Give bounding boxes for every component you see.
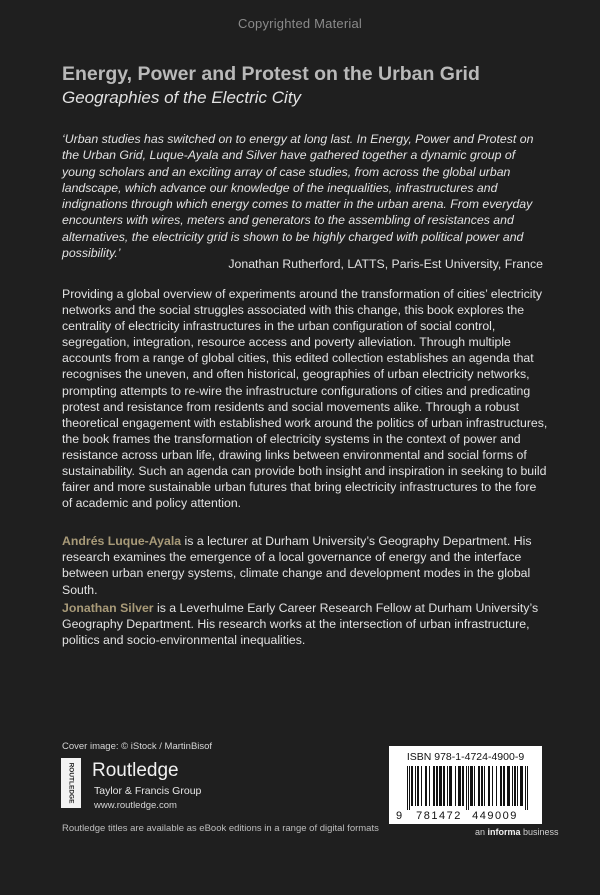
isbn-barcode — [389, 746, 542, 824]
endorsement-quote — [62, 131, 548, 261]
book-subtitle: Geographies of the Electric City — [62, 88, 302, 107]
author-bio-text: is a Leverhulme Early Career Research Fellow at Durham University’s Geography Department. His research works at the intersection of urban infrastructure, politics and socio-environmental inequalities. — [62, 601, 539, 648]
publisher-url[interactable]: www.routledge.com — [94, 800, 177, 811]
barcode-bar — [514, 766, 516, 806]
barcode-bar — [443, 766, 445, 806]
barcode-bar — [449, 766, 452, 806]
quote-text-part1: ‘Urban studies has switched on to energy at long last. In Energy, Power and Protest on the Urban Grid, — [62, 132, 534, 163]
barcode-bar — [496, 766, 497, 806]
copyright-watermark: Copyrighted Material — [238, 16, 362, 31]
barcode-bar — [470, 766, 473, 806]
barcode-digit: 449009 — [472, 810, 518, 822]
barcode-bar — [517, 766, 518, 806]
barcode-bar — [468, 766, 469, 810]
book-description: Providing a global overview of experiments around the transformation of cities’ electricity networks and the social struggles associated with this change, this book explores the centrality of electricity infrastructures in the urban configuration of social control, segregation, integration, resource access and poverty alleviation. Through multiple accounts from a range of global cities, this edited collection establishes an agenda that recognises the uneven, and often historical, geographies of urban electricity networks, prompting attempts to re-wire the infrastructure configurations of cities and predicating protest and resistance from residents and social movements alike. Through a robust theoretical engagement with established work around the politics of urban infrastructures, the book frames the transformation of electricity systems in the context of power and resistance across urban life, drawing links between environmental and social forms of sustainability. Such an agenda can provide both insight and inspiration in seeking to build fairer and more sustainable urban futures that bring electricity infrastructures to the fore of academic and policy attention. — [62, 287, 548, 511]
barcode-bar — [525, 766, 526, 810]
barcode-bar — [429, 766, 430, 806]
barcode-bar — [484, 766, 485, 806]
barcode-bar — [411, 766, 413, 806]
barcode-bar — [439, 766, 442, 806]
barcode-bar — [425, 766, 427, 806]
barcode-bar — [455, 766, 456, 806]
svg-text:ROUTLEDGE: ROUTLEDGE — [67, 762, 75, 804]
barcode-bar — [492, 766, 493, 806]
publisher-name: Routledge — [92, 760, 179, 781]
barcode-bar — [407, 766, 408, 810]
barcode-bar — [527, 766, 528, 810]
barcode-icon — [389, 746, 542, 824]
ebook-note: Routledge titles are available as eBook editions in a range of digital formats — [62, 823, 379, 834]
barcode-bar — [466, 766, 467, 810]
publisher-group: Taylor & Francis Group — [94, 785, 202, 797]
barcode-bar — [409, 766, 410, 810]
author-name: Jonathan Silver — [62, 601, 154, 615]
barcode-bar — [415, 766, 416, 806]
barcode-bar — [488, 766, 490, 806]
informa-brand: informa — [487, 827, 521, 837]
barcode-bar — [436, 766, 438, 806]
barcode-digit: 781472 — [416, 810, 462, 822]
barcode-bar — [481, 766, 483, 806]
barcode-bar — [503, 766, 505, 806]
routledge-logo-icon — [61, 758, 81, 808]
isbn-number: ISBN 978-1-4724-4900-9 — [406, 751, 525, 763]
barcode-bar — [462, 766, 464, 806]
informa-business-tag — [475, 827, 559, 837]
author-name: Andrés Luque-Ayala — [62, 534, 182, 548]
barcode-bar — [507, 766, 510, 806]
quote-text-part2: Luque-Ayala and Silver have gathered together a dynamic group of young scholars and an exciting array of case studies, from across the global urban landscape, which advance our knowledge of the inequalities, infrastructures and indignations through which energy comes to matter in the urban arena. From everyday encounters with wires, meters and generators to the assembling of resistances and alternatives, the electricity grid is shown to be highly charged with political power and possibility.’ — [62, 148, 533, 261]
barcode-bar — [478, 766, 480, 806]
barcode-bar — [458, 766, 461, 806]
barcode-bar — [433, 766, 435, 806]
book-title: Energy, Power and Protest on the Urban Grid — [62, 63, 480, 85]
informa-suffix: business — [520, 827, 559, 837]
barcode-digit: 9 — [395, 810, 403, 822]
endorsement-attribution: Jonathan Rutherford, LATTS, Paris-Est University, France — [228, 257, 543, 271]
barcode-bar — [500, 766, 502, 806]
barcode-bar — [512, 766, 513, 806]
barcode-bar — [520, 766, 523, 806]
barcode-bar — [474, 766, 475, 806]
author-bio-text: is a lecturer at Durham University’s Geography Department. His research examines the emergence of a local governance of energy and the interface between urban energy systems, climate change and development modes in the global South. — [62, 534, 532, 597]
barcode-bar — [447, 766, 448, 806]
informa-prefix: an — [475, 827, 488, 837]
author-bio — [62, 600, 550, 649]
barcode-bar — [421, 766, 422, 806]
author-bio — [62, 533, 550, 598]
cover-image-credit: Cover image: © iStock / MartinBisof — [62, 741, 213, 752]
barcode-bar — [417, 766, 419, 806]
